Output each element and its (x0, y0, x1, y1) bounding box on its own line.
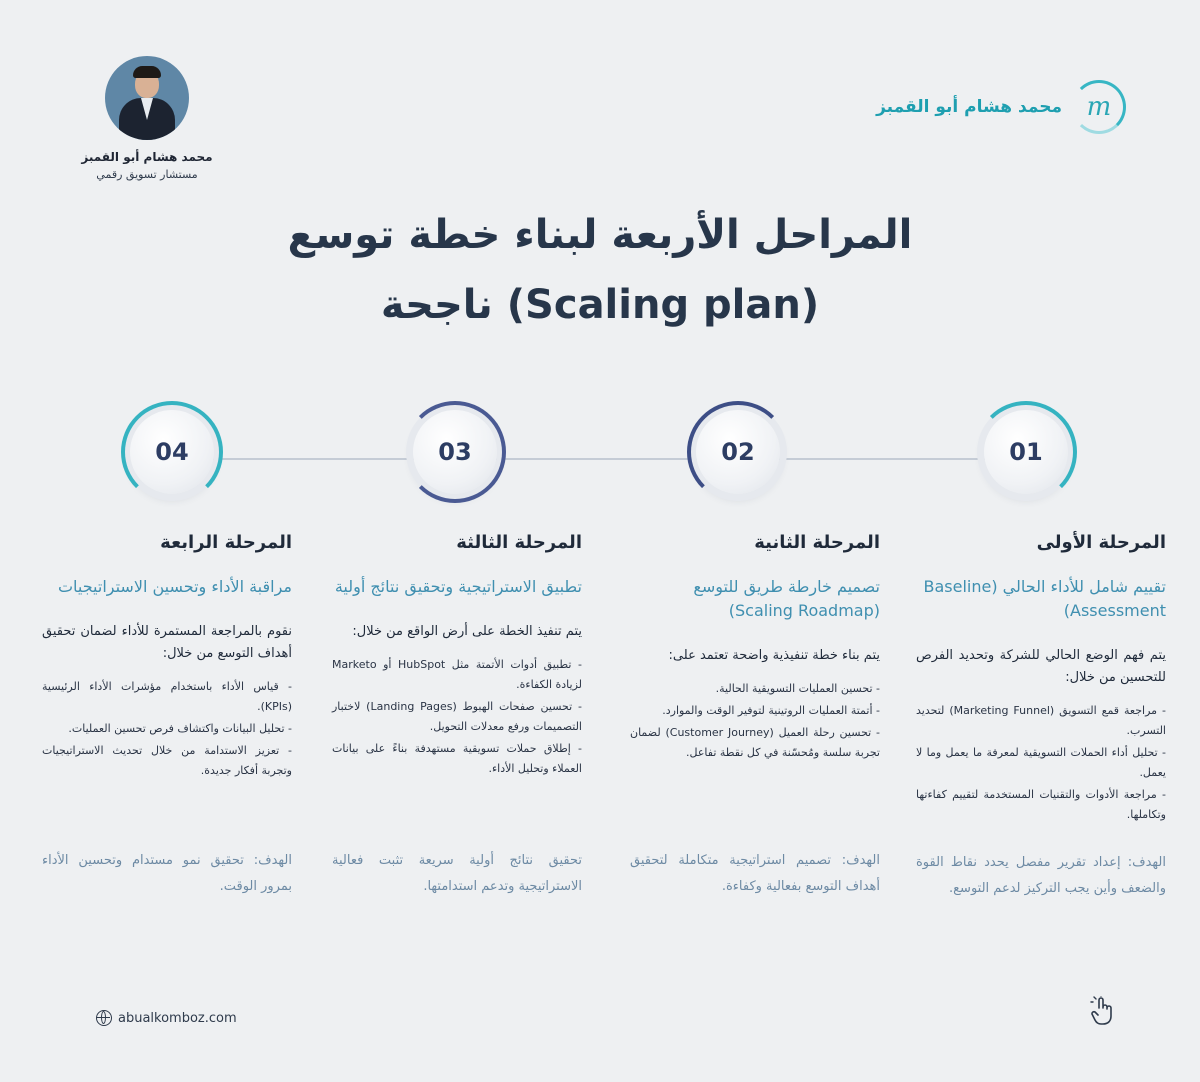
phase-bullets (630, 679, 880, 763)
phase-subtitle: تطبيق الاستراتيجية وتحقيق نتائج أولية (334, 577, 582, 596)
phase-intro: نقوم بالمراجعة المستمرة للأداء لضمان تحقيق أهداف التوسع من خلال: (42, 624, 292, 661)
phase-goal: الهدف: إعداد تقرير مفصل يحدد نقاط القوة والضعف وأين يجب التركيز لدعم التوسع. (916, 855, 1166, 896)
phase-goal: تحقيق نتائج أولية سريعة تثبت فعالية الاستراتيجية وتدعم استدامتها. (332, 853, 582, 894)
bullet-item: - تحليل البيانات واكتشاف فرص تحسين العمليات. (68, 722, 292, 735)
brand-logo (876, 80, 1126, 134)
timeline-line (170, 458, 1026, 460)
page-title-line-2: (Scaling plan) ناجحة (380, 282, 820, 328)
phase-subtitle: مراقبة الأداء وتحسين الاستراتيجيات (57, 577, 292, 596)
phase-column-4 (42, 532, 292, 894)
step-number-2: 02 (696, 410, 780, 494)
phase-intro: يتم بناء خطة تنفيذية واضحة تعتمد على: (668, 648, 880, 663)
author-name: محمد هشام أبو القمبز (81, 150, 213, 164)
phase-column-2 (630, 532, 880, 894)
phase-column-3 (332, 532, 582, 894)
bullet-item: - تحسين رحلة العميل (Customer Journey) لضمان تجربة سلسة ومُحسّنة في كل نقطة تفاعل. (630, 726, 880, 759)
bullet-item: - تعزيز الاستدامة من خلال تحديث الاستراتيجيات وتجربة أفكار جديدة. (42, 744, 292, 777)
brand-name: محمد هشام أبو القمبز (876, 97, 1062, 117)
bullet-item: - قياس الأداء باستخدام مؤشرات الأداء الرئيسية (KPIs). (42, 680, 292, 713)
phase-bullets (332, 655, 582, 779)
page-title-line-1: المراحل الأربعة لبناء خطة توسع (287, 212, 913, 258)
website-text: abualkomboz.com (118, 1010, 237, 1026)
bullet-item: - إطلاق حملات تسويقية مستهدفة بناءً على بيانات العملاء وتحليل الأداء. (332, 742, 582, 775)
website-link[interactable] (96, 1010, 237, 1026)
bullet-item: - تحسين العمليات التسويقية الحالية. (715, 682, 880, 695)
hand-pointer-icon (1090, 996, 1116, 1026)
phase-bullets (42, 677, 292, 781)
phase-intro: يتم تنفيذ الخطة على أرض الواقع من خلال: (352, 624, 582, 639)
phase-title: المرحلة الثالثة (456, 532, 582, 553)
phase-subtitle: تصميم خارطة طريق للتوسع (Scaling Roadmap) (693, 577, 880, 620)
phase-goal: الهدف: تحقيق نمو مستدام وتحسين الأداء بمرور الوقت. (42, 853, 292, 894)
step-number-4: 04 (130, 410, 214, 494)
bullet-item: - تطبيق أدوات الأتمتة مثل HubSpot أو Marketo لزيادة الكفاءة. (332, 658, 582, 691)
bullet-item: - تحليل أداء الحملات التسويقية لمعرفة ما يعمل وما لا يعمل. (916, 746, 1166, 779)
bullet-item: - تحسين صفحات الهبوط (Landing Pages) لاختبار التصميمات ورفع معدلات التحويل. (332, 700, 582, 733)
bullet-item: - مراجعة الأدوات والتقنيات المستخدمة لتقييم كفاءتها وتكاملها. (916, 788, 1166, 821)
phase-title: المرحلة الرابعة (160, 532, 292, 553)
step-number-3: 03 (413, 410, 497, 494)
phase-intro: يتم فهم الوضع الحالي للشركة وتحديد الفرص للتحسين من خلال: (916, 648, 1166, 685)
globe-icon (96, 1010, 112, 1026)
phase-goal: الهدف: تصميم استراتيجية متكاملة لتحقيق أهداف التوسع بفعالية وكفاءة. (630, 853, 880, 894)
step-number-1: 01 (984, 410, 1068, 494)
phase-bullets (916, 701, 1166, 825)
bullet-item: - أتمتة العمليات الروتينية لتوفير الوقت والموارد. (662, 704, 880, 717)
phase-title: المرحلة الأولى (1036, 532, 1166, 553)
avatar (105, 56, 189, 140)
brand-mark-icon: m (1072, 80, 1126, 134)
phase-title: المرحلة الثانية (754, 532, 880, 553)
phase-subtitle: تقييم شامل للأداء الحالي (Baseline Assessment) (923, 577, 1166, 620)
author-role: مستشار تسويق رقمي (96, 168, 198, 181)
bullet-item: - مراجعة قمع التسويق (Marketing Funnel) لتحديد التسرب. (916, 704, 1166, 737)
author-block (62, 56, 232, 181)
phase-column-1 (916, 532, 1166, 896)
